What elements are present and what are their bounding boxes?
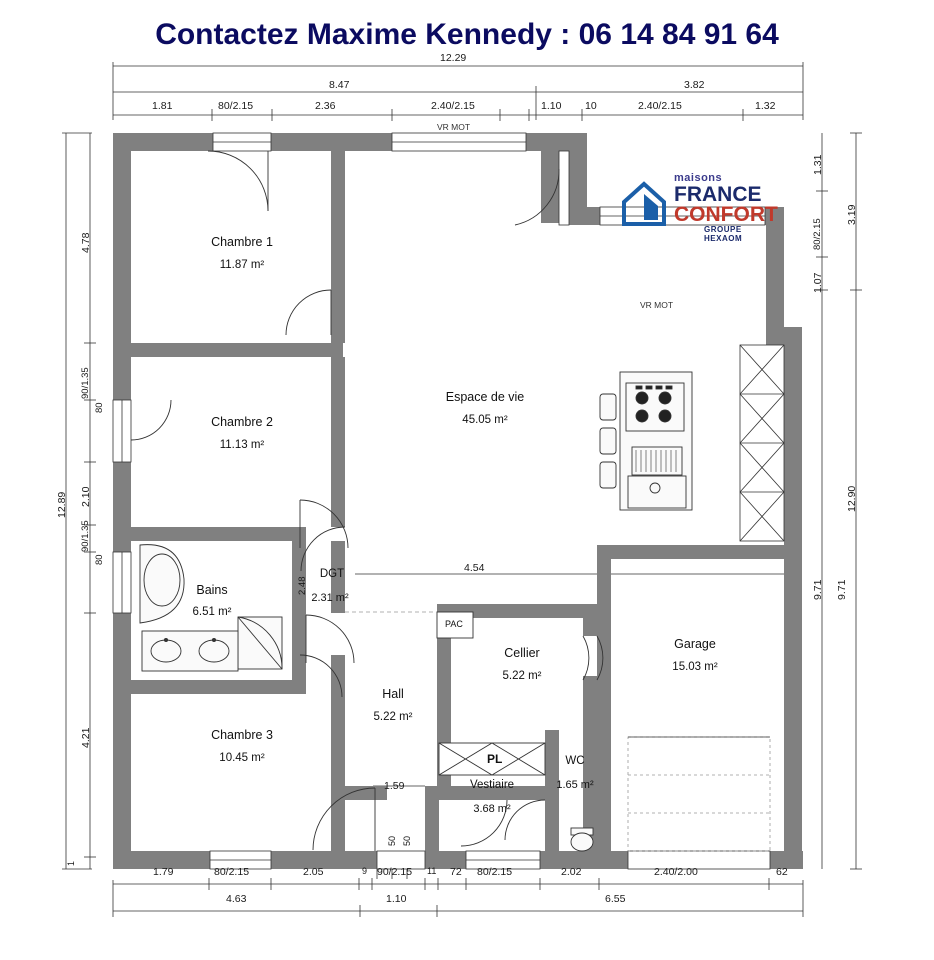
room-label-chambre-1: Chambre 1 — [211, 235, 273, 249]
dim-left-90-135-a: 90/1.35 — [80, 367, 91, 399]
dim-left-12-89: 12.89 — [56, 491, 68, 518]
dim-right-9-71-outer: 9.71 — [836, 579, 848, 600]
room-area-chambre-1: 11.87 m² — [219, 259, 265, 271]
dim-right-1-07: 1.07 — [812, 272, 824, 293]
dim-right-9-71-inner: 9.71 — [812, 579, 824, 600]
dim-bottom-80-215-b: 80/2.15 — [477, 866, 513, 878]
label-pac: PAC — [445, 619, 463, 629]
dim-bottom-90-215: 90/2.15 — [377, 866, 413, 878]
dim-left-90-135-b: 90/1.35 — [80, 520, 91, 552]
dim-top-10: 10 — [585, 100, 597, 112]
logo-line-4: GROUPE HEXAOM — [704, 225, 743, 243]
dim-top-1-10: 1.10 — [541, 100, 562, 112]
dim-top-80-215-a: 80/2.15 — [218, 100, 254, 112]
room-label-bains: Bains — [196, 583, 228, 597]
room-area-wc: 1.65 m² — [556, 779, 594, 791]
dim-right-3-19: 3.19 — [846, 204, 858, 225]
dim-top-240-215-a: 2.40/2.15 — [431, 100, 475, 112]
dim-bottom-240-200: 2.40/2.00 — [654, 866, 698, 878]
dim-left-4-21: 4.21 — [80, 727, 92, 748]
dim-top-8-47: 8.47 — [329, 79, 350, 91]
dim-bottom-1-79: 1.79 — [153, 866, 174, 878]
logo-line-1: maisons — [674, 172, 723, 184]
room-area-hall: 5.22 m² — [373, 711, 413, 723]
dim-left-1: 1 — [66, 860, 76, 866]
room-label-vestiaire: Vestiaire — [469, 779, 515, 791]
dim-top-3-82: 3.82 — [684, 79, 705, 91]
room-label-cellier: Cellier — [504, 646, 540, 660]
dim-bottom-62: 62 — [776, 866, 788, 878]
dim-interior-4-54: 4.54 — [464, 562, 485, 574]
company-logo — [618, 172, 778, 242]
room-area-espace-de-vie: 45.05 m² — [462, 414, 508, 426]
room-area-dgt: 2.31 m² — [311, 592, 349, 604]
room-label-chambre-3: Chambre 3 — [211, 728, 273, 742]
page-title: Contactez Maxime Kennedy : 06 14 84 91 64 — [155, 18, 779, 51]
logo-line-3: CONFORT — [674, 203, 778, 226]
room-area-chambre-3: 10.45 m² — [219, 752, 265, 764]
house-logo-icon — [618, 172, 670, 232]
room-area-vestiaire: 3.68 m² — [473, 803, 511, 815]
dim-top-1-32: 1.32 — [755, 100, 776, 112]
dim-bottom-9: 9 — [362, 866, 368, 876]
room-label-dgt: DGT — [319, 568, 345, 580]
dim-bottom-2-02: 2.02 — [561, 866, 582, 878]
room-label-espace-de-vie: Espace de vie — [445, 390, 525, 404]
dim-left-80-b: 80 — [94, 554, 105, 565]
dim-bottom-72: 72 — [450, 866, 462, 878]
dim-interior-1-59: 1.59 — [384, 780, 405, 792]
dim-top-total: 12.29 — [440, 52, 467, 64]
dim-top-1-81: 1.81 — [152, 100, 173, 112]
room-label-garage: Garage — [674, 637, 716, 651]
room-area-garage: 15.03 m² — [672, 661, 718, 673]
dim-bottom-50-b: 50 — [402, 835, 412, 846]
dim-left-80-a: 80 — [94, 402, 105, 413]
label-vr-mot-top: VR MOT — [437, 122, 471, 132]
label-vr-mot-right: VR MOT — [640, 300, 674, 310]
dim-bottom-6-55: 6.55 — [605, 893, 626, 905]
dim-bottom-80-215-a: 80/2.15 — [214, 866, 250, 878]
dim-left-4-78: 4.78 — [80, 232, 92, 253]
room-area-bains: 6.51 m² — [192, 606, 232, 618]
dim-left-2-10: 2.10 — [80, 486, 92, 507]
dim-bottom-4-63: 4.63 — [226, 893, 247, 905]
dim-bottom-11: 11 — [427, 866, 437, 876]
label-pl: PL — [487, 752, 503, 766]
logo-line-2: FRANCE — [674, 183, 762, 206]
dim-right-12-90: 12.90 — [846, 485, 858, 512]
dim-top-240-215-b: 2.40/2.15 — [638, 100, 682, 112]
room-area-cellier: 5.22 m² — [502, 670, 542, 682]
dim-bottom-50-a: 50 — [387, 835, 397, 846]
dim-right-80-215: 80/2.15 — [812, 218, 823, 250]
room-area-chambre-2: 11.13 m² — [219, 439, 265, 451]
dim-bottom-2-05: 2.05 — [303, 866, 324, 878]
dim-top-2-36: 2.36 — [315, 100, 336, 112]
dim-bottom-1-10: 1.10 — [386, 893, 407, 905]
room-label-chambre-2: Chambre 2 — [211, 415, 273, 429]
room-label-hall: Hall — [382, 687, 404, 701]
dim-interior-2-48: 2.48 — [297, 576, 308, 595]
room-label-wc: WC — [565, 755, 585, 767]
dim-right-1-31: 1.31 — [812, 154, 824, 175]
